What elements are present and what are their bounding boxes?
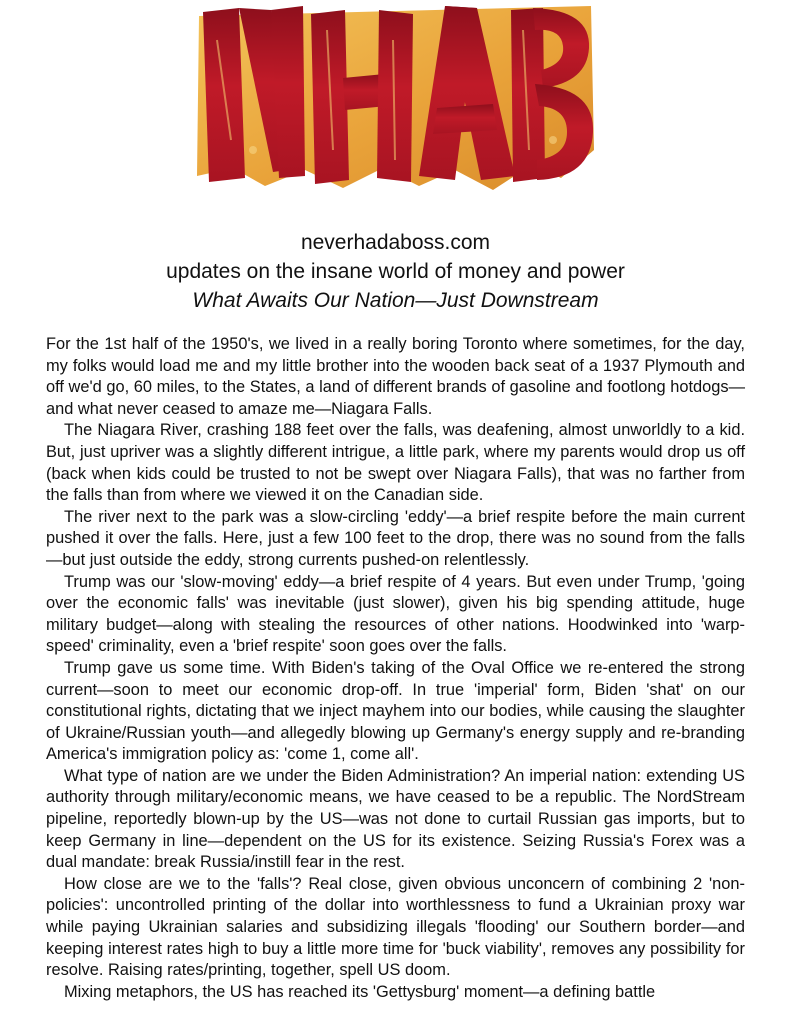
site-tagline: updates on the insane world of money and power <box>166 260 625 283</box>
nhab-logo <box>193 0 598 195</box>
article-paragraph: The river next to the park was a slow-circling 'eddy'—a brief respite before the main current pushed it over the falls. Here, just a few 100 feet to the drop, there was no sound from the falls—but just outside the eddy, strong currents pushed-on relentlessly. <box>46 507 745 569</box>
article-body <box>46 334 745 1003</box>
article-paragraph: Trump gave us some time. With Biden's taking of the Oval Office we re-entered the strong current—soon to meet our economic drop-off. In true 'imperial' form, Biden 'shat' on our constitutional rights, dictating that we inject mayhem into our bodies, while causing the slaughter of Ukraine/Russian youth—and allegedly blowing up Germany's energy supply and re-branding America's immigration policy as: 'come 1, come all'. <box>46 658 745 764</box>
article-paragraph: What type of nation are we under the Biden Administration? An imperial nation: extending US authority through military/economic means, we have ceased to be a republic. The NordStream pipeline, reportedly blown-up by the US—was not done to curtail Russian gas imports, but to keep Germany in line—dependent on the US for its existence. Seizing Russia's Forex was a dual mandate: break Russia/instill fear in the rest. <box>46 766 745 872</box>
page-header <box>0 228 791 315</box>
article-paragraph: Mixing metaphors, the US has reached its 'Gettysburg' moment—a defining battle <box>64 982 656 1001</box>
article-paragraph: The Niagara River, crashing 188 feet over the falls, was deafening, almost unworldly to a kid. But, just upriver was a slightly different intrigue, a little park, where my parents would drop us off (back when kids could be trusted to not be swept over Niagara Falls), that was no farther from the falls than from where we viewed it on the Canadian side. <box>46 421 745 505</box>
article-paragraph: Trump was our 'slow-moving' eddy—a brief respite of 4 years. But even under Trump, 'going over the economic falls' was inevitable (just slower), given his big spending attitude, huge military budget—along with stealing the resources of other nations. Hoodwinked into 'warp-speed' criminality, even a 'brief respite' soon goes over the falls. <box>46 572 745 656</box>
article-title: What Awaits Our Nation—Just Downstream <box>192 289 599 312</box>
site-url[interactable]: neverhadaboss.com <box>300 231 491 254</box>
article-paragraph: How close are we to the 'falls'? Real close, given obvious unconcern of combining 2 'non-policies': uncontrolled printing of the dollar into worthlessness to fund a Ukrainian proxy war while paying Ukrainian salaries and subsidizing illegals 'flooding' our Southern border—and keeping interest rates high to buy a little more time for 'buck viability', removes any possibility for resolve. Raising rates/printing, together, spell US doom. <box>46 874 745 980</box>
article-paragraph: For the 1st half of the 1950's, we lived in a really boring Toronto where sometimes, for the day, my folks would load me and my little brother into the wooden back seat of a 1937 Plymouth and off we'd go, 60 miles, to the States, a land of different brands of gasoline and footlong hotdogs—and what never ceased to amaze me—Niagara Falls. <box>46 335 745 418</box>
